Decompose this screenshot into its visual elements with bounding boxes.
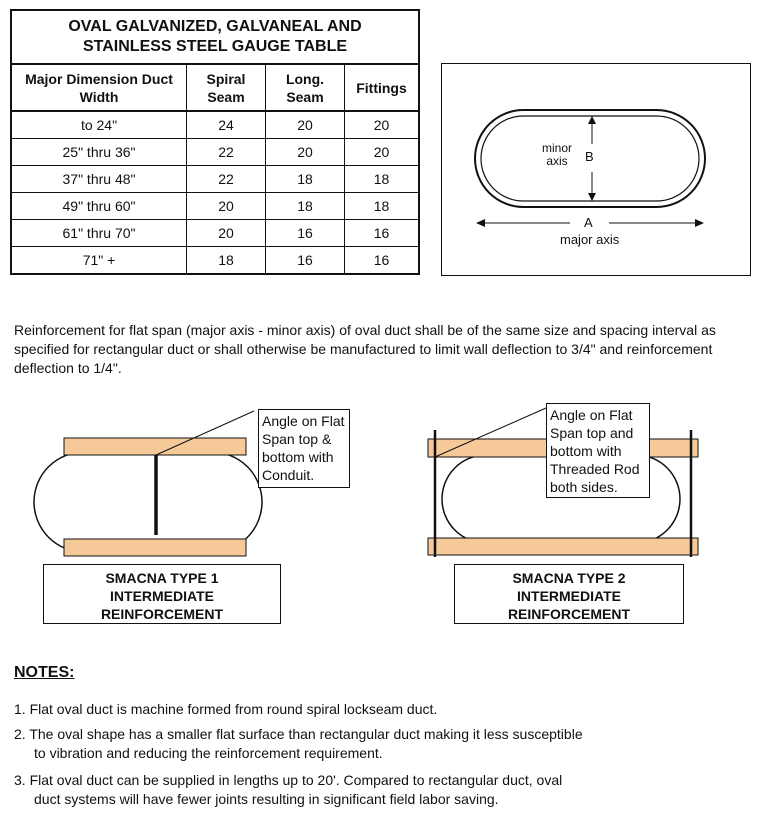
cell-fittings: 16 xyxy=(345,220,420,247)
table-row xyxy=(11,193,419,220)
header-major-dimension: Major Dimension Duct Width xyxy=(11,64,187,111)
header-fittings: Fittings xyxy=(345,64,420,111)
minor-axis-arrow-up xyxy=(588,116,596,124)
table-header-row xyxy=(11,64,419,111)
cell-fittings: 20 xyxy=(345,111,420,139)
type2-label-box: SMACNA TYPE 2 INTERMEDIATE REINFORCEMENT xyxy=(454,564,684,624)
cell-fittings: 18 xyxy=(345,166,420,193)
note-item: 2. The oval shape has a smaller flat surface than rectangular duct making it less susceptible to vibration and reducing the reinforcement requirement. xyxy=(14,726,583,761)
cell-long: 20 xyxy=(266,111,345,139)
cell-width: to 24" xyxy=(11,111,187,139)
major-axis-arrow-left xyxy=(476,219,485,227)
cell-long: 16 xyxy=(266,220,345,247)
cell-fittings: 18 xyxy=(345,193,420,220)
cell-width: 49" thru 60" xyxy=(11,193,187,220)
type1-label-box: SMACNA TYPE 1 INTERMEDIATE REINFORCEMENT xyxy=(43,564,281,624)
type1-angle-bottom xyxy=(64,539,246,556)
minor-axis-arrow-down xyxy=(588,193,596,201)
table-title-line2: STAINLESS STEEL GAUGE TABLE xyxy=(82,38,348,55)
minor-axis-letter: B xyxy=(585,149,594,164)
major-axis-letter: A xyxy=(584,215,593,230)
cell-spiral: 22 xyxy=(187,166,266,193)
reinforcement-paragraph: Reinforcement for flat span (major axis - minor axis) of oval duct shall be of the same size and spacing interval as specified for rectangular duct or shall otherwise be manufactured to limit wall deflection to 3/4" and reinforcement deflection to 1/4". xyxy=(14,322,716,376)
note-item: 3. Flat oval duct can be supplied in lengths up to 20'. Compared to rectangular duct, oval duct systems will have fewer joints resulting in significant field labor saving. xyxy=(14,772,563,807)
cell-width: 37" thru 48" xyxy=(11,166,187,193)
cell-width: 71" + xyxy=(11,247,187,275)
type1-drawing xyxy=(28,402,278,562)
type1-angle-top xyxy=(64,438,246,455)
type1-callout: Angle on Flat Span top & bottom with Conduit. xyxy=(258,409,350,488)
type1-oval-duct xyxy=(34,452,262,552)
major-axis-label: major axis xyxy=(560,232,620,247)
table-row xyxy=(11,166,419,193)
type2-callout: Angle on Flat Span top and bottom with Threaded Rod both sides. xyxy=(546,403,650,498)
header-long-seam: Long. Seam xyxy=(266,64,345,111)
cell-long: 20 xyxy=(266,139,345,166)
cell-long: 18 xyxy=(266,166,345,193)
cell-width: 61" thru 70" xyxy=(11,220,187,247)
oval-axis-diagram xyxy=(441,63,751,276)
gauge-table xyxy=(10,9,420,275)
minor-axis-label: minor axis xyxy=(542,141,573,168)
cell-long: 16 xyxy=(266,247,345,275)
table-title-line1: OVAL GALVANIZED, GALVANEAL AND xyxy=(68,18,362,35)
cell-spiral: 22 xyxy=(187,139,266,166)
type2-angle-bottom xyxy=(428,538,698,555)
cell-spiral: 20 xyxy=(187,220,266,247)
cell-spiral: 24 xyxy=(187,111,266,139)
table-title xyxy=(11,10,419,64)
cell-fittings: 20 xyxy=(345,139,420,166)
table-row xyxy=(11,139,419,166)
notes-heading: NOTES: xyxy=(14,664,75,681)
cell-width: 25" thru 36" xyxy=(11,139,187,166)
note-item: 1. Flat oval duct is machine formed from round spiral lockseam duct. xyxy=(14,701,438,717)
cell-long: 18 xyxy=(266,193,345,220)
cell-spiral: 18 xyxy=(187,247,266,275)
cell-spiral: 20 xyxy=(187,193,266,220)
cell-fittings: 16 xyxy=(345,247,420,275)
table-row xyxy=(11,111,419,139)
table-row xyxy=(11,220,419,247)
header-spiral-seam: Spiral Seam xyxy=(187,64,266,111)
table-row xyxy=(11,247,419,275)
major-axis-arrow-right xyxy=(695,219,704,227)
